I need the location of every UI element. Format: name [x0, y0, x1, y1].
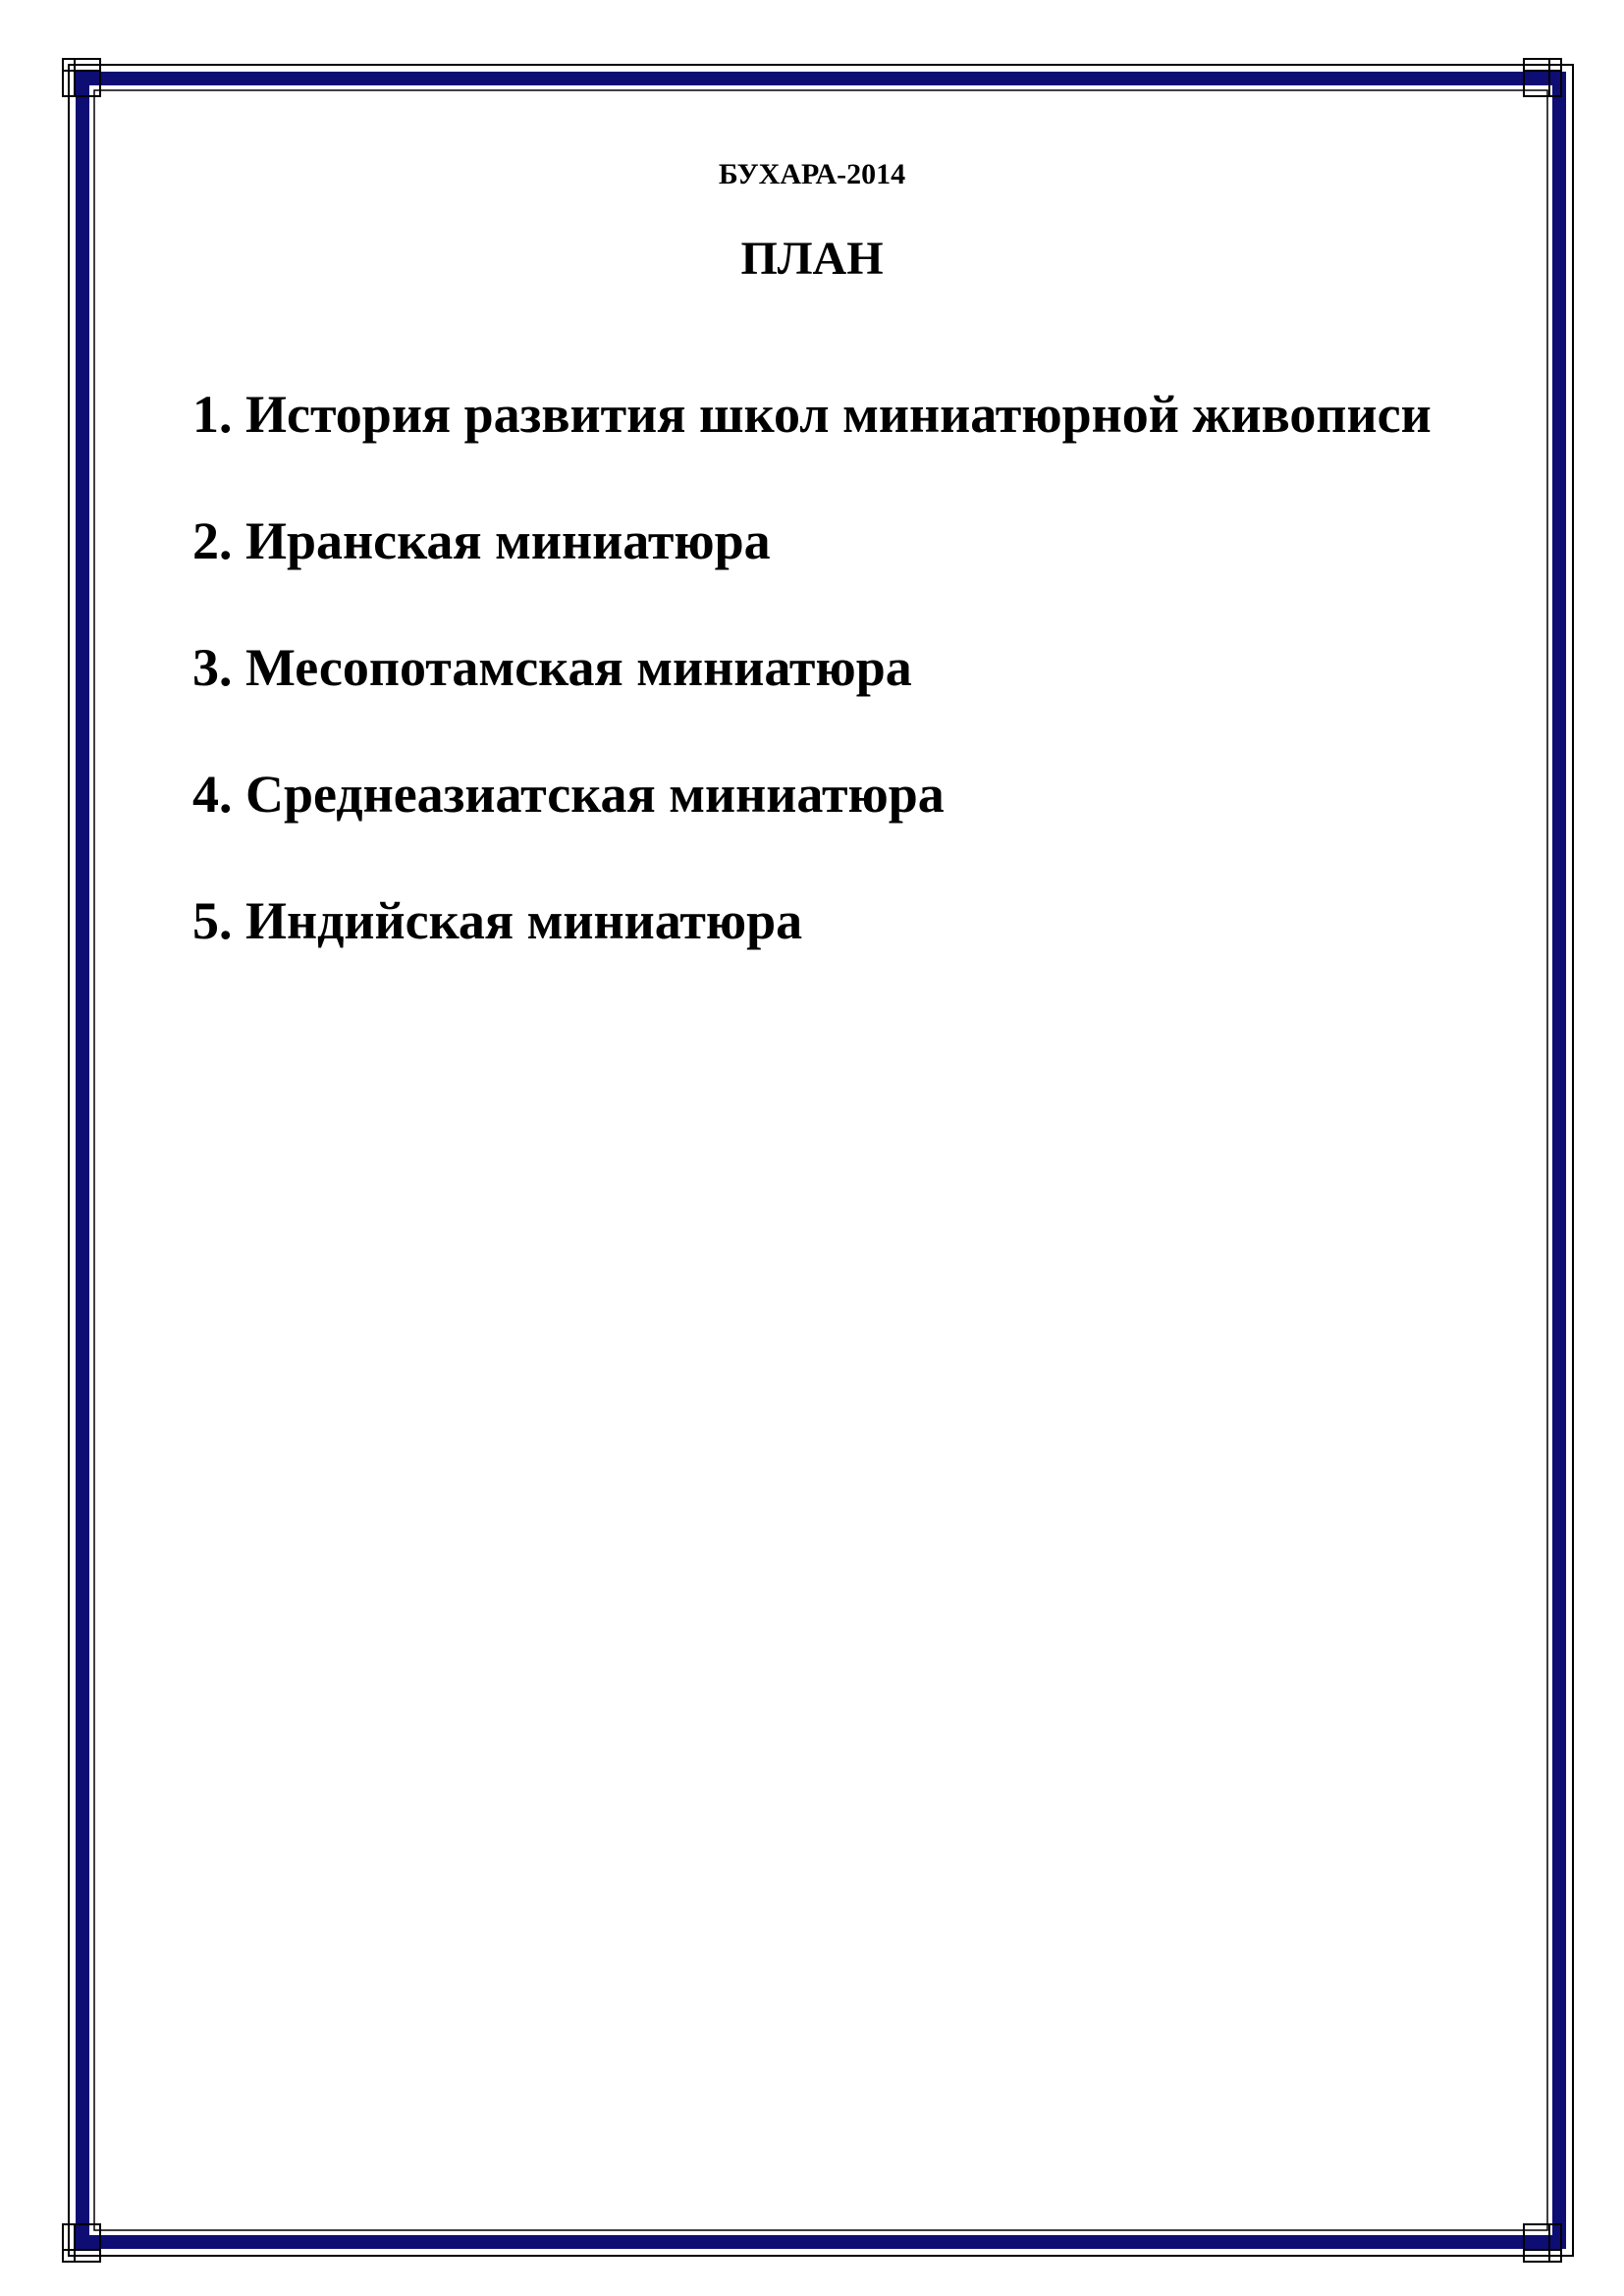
plan-list — [192, 383, 1432, 1016]
plan-title: ПЛАН — [740, 233, 884, 285]
plan-item: 3. Месопотамская миниатюра — [192, 638, 912, 697]
plan-item: 4. Среднеазиатская миниатюра — [192, 765, 945, 824]
plan-item: 1. История развития школ миниатюрной живописи — [192, 385, 1432, 444]
plan-item: 5. Индийская миниатюра — [192, 891, 803, 950]
header-city-year: БУХАРА-2014 — [718, 158, 906, 190]
plan-item: 2. Иранская миниатюра — [192, 511, 771, 570]
